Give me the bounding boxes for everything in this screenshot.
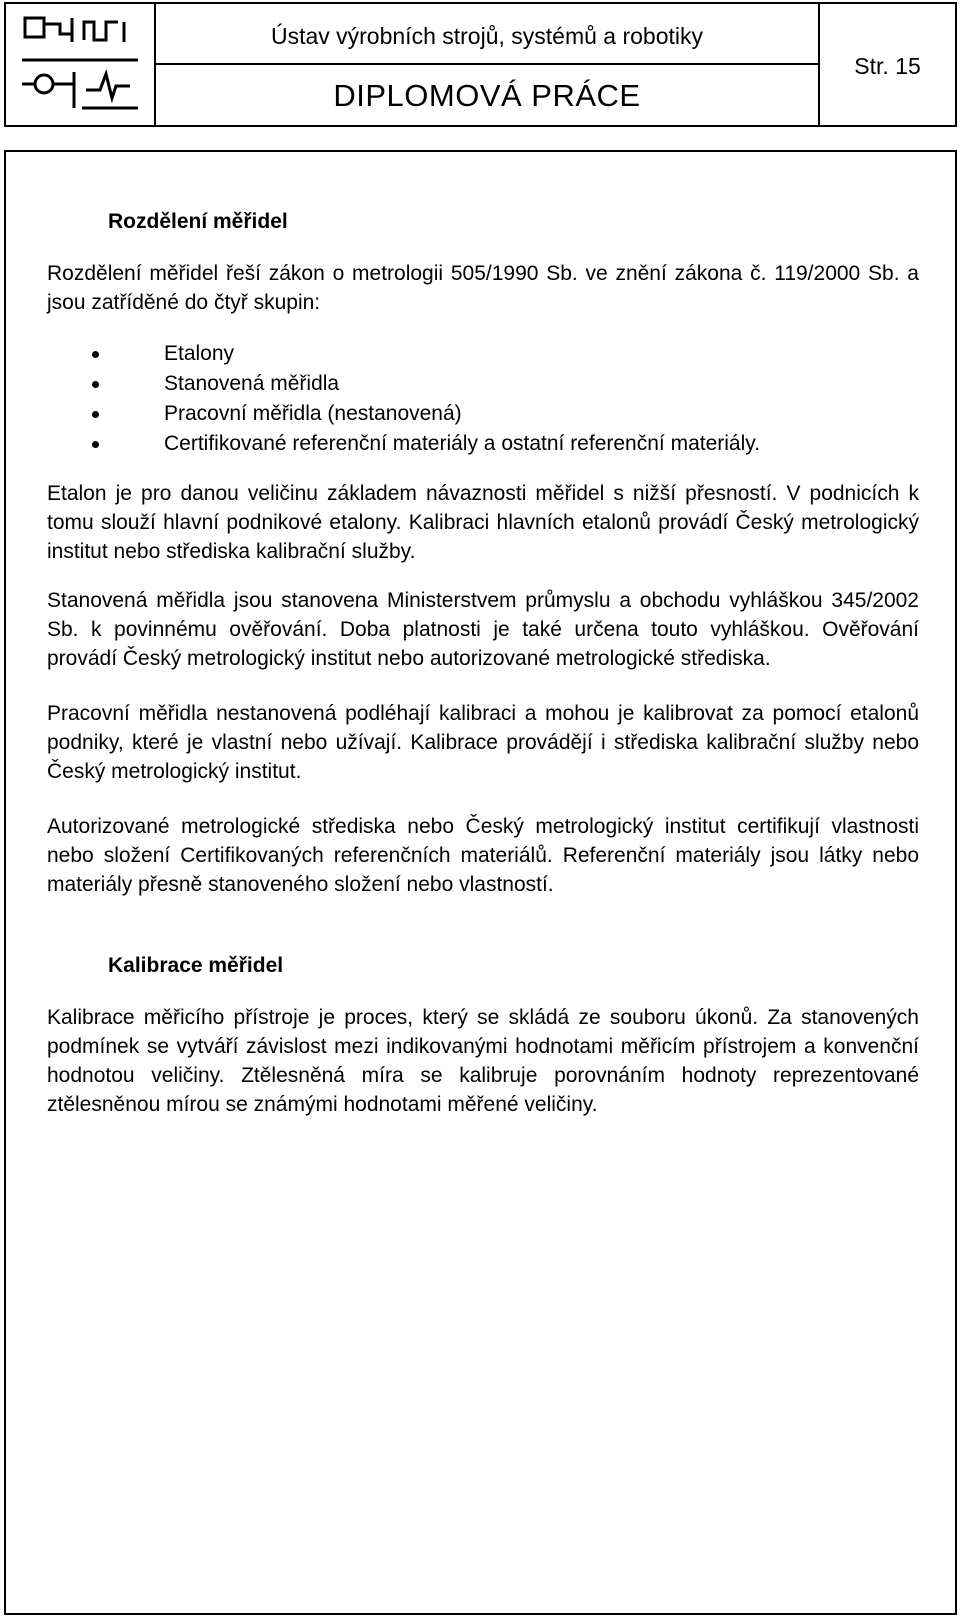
- page-content: [47, 207, 919, 1139]
- page-number: Str. 15: [854, 53, 921, 79]
- paragraph: Kalibrace měřicího přístroje je proces, který se skládá ze souboru úkonů. Za stanovených podmínek se vytváří závislost mezi indikovanými hodnotami měřicím přístrojem a konvenční hodnotou veličiny. Ztělesněná míra se kalibruje porovnáním hodnoty reprezentované ztělesněnou mírou se známými hodnotami měřené veličiny.: [47, 1006, 919, 1116]
- section-heading: Kalibrace měřidel: [108, 954, 284, 977]
- institute-name: Ústav výrobních strojů, systémů a robotiky: [156, 4, 818, 65]
- document-type: DIPLOMOVÁ PRÁCE: [333, 78, 641, 113]
- list-item: Pracovní měřidla (nestanovená): [47, 399, 919, 429]
- institute-logo-icon: [20, 12, 142, 116]
- list-item: Certifikované referenční materiály a ostatní referenční materiály.: [47, 429, 919, 459]
- list-item: Etalony: [47, 339, 919, 369]
- paragraph: Stanovená měřidla jsou stanovena Ministerstvem průmyslu a obchodu vyhláškou 345/2002 Sb. k povinnému ověřování. Doba platnosti je také určena touto vyhláškou. Ověřování provádí Český metrologický institut nebo autorizované metrologické střediska.: [47, 589, 919, 670]
- paragraph: Etalon je pro danou veličinu základem návaznosti měřidel s nižší přesností. V podnicích k tomu slouží hlavní podnikové etalony. Kalibraci hlavních etalonů provádí Český metrologický institut nebo střediska kalibrační služby.: [47, 482, 919, 563]
- bullet-list: [47, 339, 919, 459]
- page-header: [4, 2, 957, 127]
- section-heading: Rozdělení měřidel: [108, 210, 288, 233]
- paragraph: Autorizované metrologické střediska nebo Český metrologický institut certifikují vlastnosti nebo složení Certifikovaných referenčních materiálů. Referenční materiály jsou látky nebo materiály přesně stanoveného složení nebo vlastností.: [47, 815, 919, 896]
- paragraph: Rozdělení měřidel řeší zákon o metrologii 505/1990 Sb. ve znění zákona č. 119/2000 Sb. a jsou zatříděné do čtyř skupin:: [47, 262, 919, 314]
- list-item: Stanovená měřidla: [47, 369, 919, 399]
- paragraph: Pracovní měřidla nestanovená podléhají kalibraci a mohou je kalibrovat za pomocí etalonů podniky, které je vlastní nebo užívají. Kalibrace provádějí i střediska kalibrační služby nebo Český metrologický institut.: [47, 702, 919, 783]
- logo-cell: [6, 4, 156, 125]
- title-cell: [156, 4, 820, 125]
- content-frame: [4, 150, 957, 1615]
